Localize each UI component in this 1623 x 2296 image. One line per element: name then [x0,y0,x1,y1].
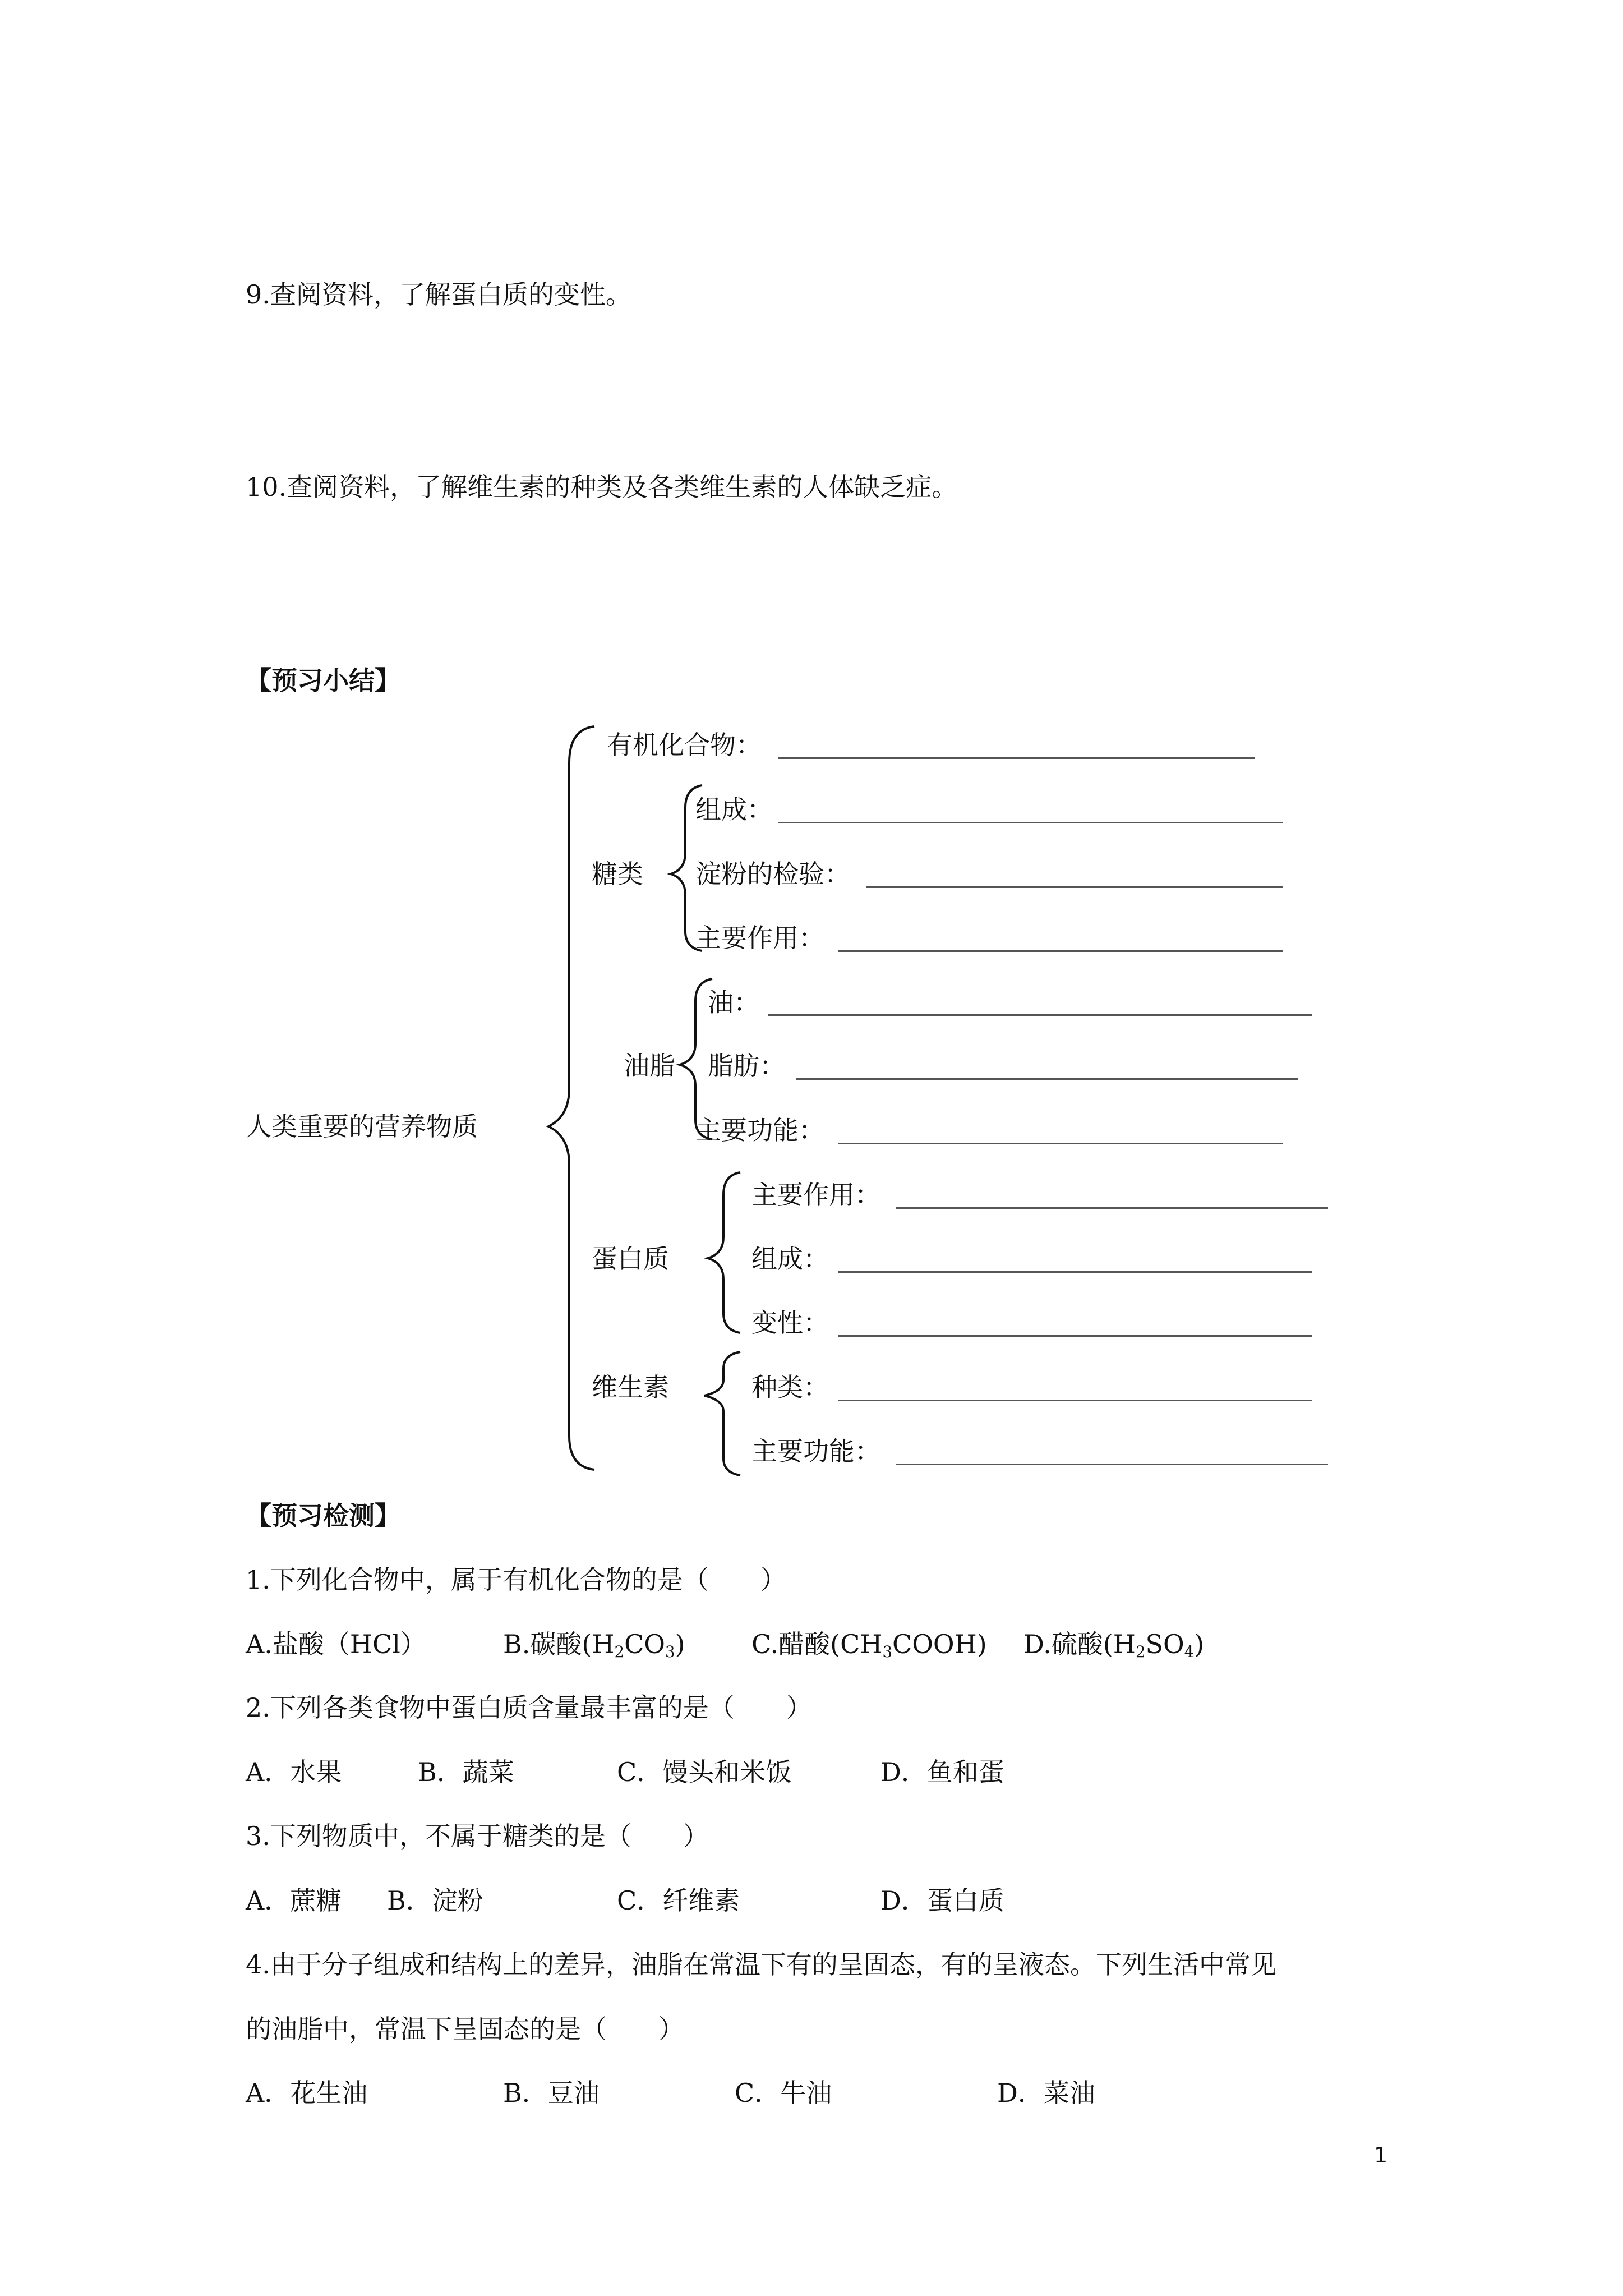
q3-option-a[interactable]: A．蔗糖 [246,1885,342,1916]
protein-brace [708,1172,740,1333]
q4-option-a[interactable]: A．花生油 [246,2078,368,2108]
vitamin-label: 维生素 [592,1372,669,1402]
q1-option-d[interactable] [1023,1627,1204,1669]
sugar-test-blank[interactable] [866,886,1283,888]
q2-stem: 2.下列各类食物中蛋白质含量最丰富的是（ ） [246,1692,812,1723]
protein-denature-blank[interactable] [838,1335,1312,1337]
fat-fat-blank[interactable] [796,1078,1298,1080]
q1-d-pre: D.硫酸(H [1023,1629,1136,1659]
q1-d-post: ) [1194,1629,1205,1659]
q1-c-pre: C.醋酸(CH [751,1629,883,1659]
q4-option-b[interactable]: B．豆油 [503,2078,600,2108]
question-10: 10.查阅资料，了解维生素的种类及各类维生素的人体缺乏症。 [246,472,958,502]
q4-stem-line2: 的油脂中，常温下呈固态的是（ ） [246,2014,684,2044]
q1-b-mid: CO [624,1629,665,1659]
q2-option-b[interactable]: B．蔬菜 [418,1757,514,1787]
sugar-item-composition: 组成： [695,794,773,825]
q1-option-b[interactable] [503,1627,685,1669]
protein-item-function: 主要作用： [751,1180,880,1210]
q1-b-sub2: 3 [665,1642,675,1661]
q1-b-sub1: 2 [614,1642,625,1661]
main-brace [548,726,594,1470]
protein-item-composition: 组成： [751,1244,829,1274]
summary-heading: 【预习小结】 [246,665,400,696]
q2-option-a[interactable]: A．水果 [246,1757,342,1787]
sugar-composition-blank[interactable] [778,822,1283,823]
q1-b-pre: B.碳酸(H [503,1629,615,1659]
vitamin-function-blank[interactable] [896,1464,1328,1465]
sugar-item-function: 主要作用： [695,923,824,953]
q2-option-d[interactable]: D．鱼和蛋 [880,1757,1004,1787]
q3-option-b[interactable]: B．淀粉 [387,1885,483,1916]
sugar-function-blank[interactable] [838,950,1283,952]
organic-label: 有机化合物： [607,730,762,760]
q4-option-c[interactable]: C．牛油 [735,2078,832,2108]
vitamin-item-function: 主要功能： [751,1436,880,1466]
q1-c-post: COOH) [892,1629,987,1659]
vitamin-kinds-blank[interactable] [838,1400,1312,1401]
q1-option-a[interactable]: A.盐酸（HCl） [246,1629,426,1659]
fat-item-function: 主要功能： [695,1115,824,1145]
vitamin-item-kinds: 种类： [751,1372,829,1402]
sugar-item-test: 淀粉的检验： [695,859,850,889]
fat-item-fat: 脂肪： [708,1051,785,1081]
q1-d-sub1: 2 [1135,1642,1146,1661]
protein-label: 蛋白质 [592,1244,669,1274]
q1-b-post: ) [675,1629,685,1659]
fat-item-oil: 油： [708,987,759,1018]
q1-c-sub1: 3 [882,1642,892,1661]
fat-label: 油脂 [624,1051,675,1081]
test-heading: 【预习检测】 [246,1501,400,1531]
page-number: 1 [1374,2143,1388,2168]
protein-function-blank[interactable] [896,1207,1328,1209]
q1-stem: 1.下列化合物中，属于有机化合物的是（ ） [246,1565,786,1595]
summary-root: 人类重要的营养物质 [246,1111,478,1142]
fat-function-blank[interactable] [838,1143,1283,1144]
q4-stem-line1: 4.由于分子组成和结构上的差异，油脂在常温下有的呈固态，有的呈液态。下列生活中常见 [246,1949,1276,1980]
q1-option-c[interactable] [751,1627,987,1669]
q2-option-c[interactable]: C．馒头和米饭 [617,1757,792,1787]
fat-oil-blank[interactable] [768,1014,1312,1016]
q1-d-mid: SO [1145,1629,1184,1659]
q4-option-d[interactable]: D．菜油 [997,2078,1095,2108]
q3-stem: 3.下列物质中，不属于糖类的是（ ） [246,1821,709,1851]
protein-item-denature: 变性： [751,1308,829,1338]
organic-blank[interactable] [778,757,1255,759]
vitamin-brace [704,1352,740,1475]
question-9: 9.查阅资料，了解蛋白质的变性。 [246,279,631,310]
sugar-label: 糖类 [592,859,643,889]
q3-option-d[interactable]: D．蛋白质 [880,1885,1004,1916]
protein-composition-blank[interactable] [838,1271,1312,1273]
q3-option-c[interactable]: C．纤维素 [617,1885,740,1916]
q1-d-sub2: 4 [1184,1642,1195,1661]
